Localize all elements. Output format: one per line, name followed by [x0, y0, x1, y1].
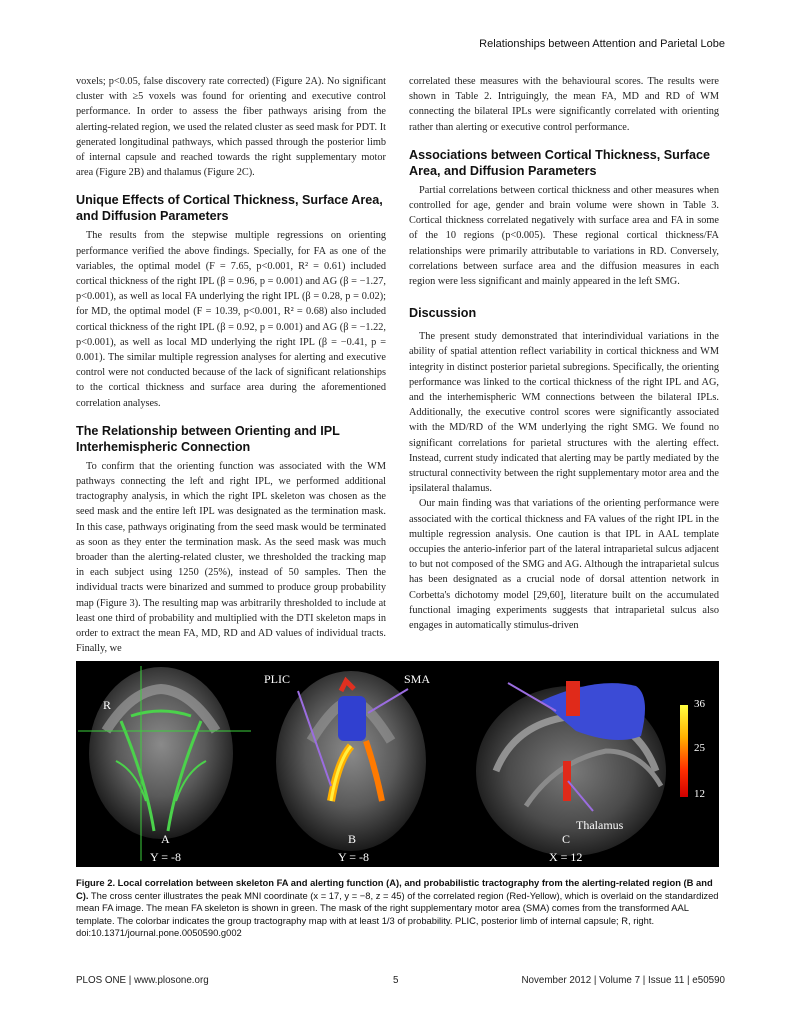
section-heading: The Relationship between Orienting and IPL Interhemispheric Connection: [76, 423, 340, 454]
colorbar: [680, 705, 688, 797]
running-head: Relationships between Attention and Parietal Lobe: [479, 38, 725, 50]
section-heading: Unique Effects of Cortical Thickness, Surface Area, and Diffusion Parameters: [76, 193, 383, 224]
colorbar-min: 12: [694, 788, 705, 800]
right-column: [409, 74, 719, 633]
paragraph: The results from the stepwise multiple regressions on orienting performance verified the above findings. Specially, for FA as one of the variables, the optimal model (F = 7.65, p<0.001, R² = 0.61) included cortical thickness of the right IPL (β = 0.96, p = 0.001) and AG (β = −1.27, p<0.001), as well as local FA underlying the right IPL (β = 0.28, p = 0.02); for MD, the optimal model (F = 10.39, p<0.001, R² = 0.68) also included cortical thickness of the right IPL (β = 0.92, p = 0.001) and AG (β = −1.22, p<0.001), as well as local MD underlying the right IPL (β = −0.41, p = 0.001). The similar multiple regression analyses for alerting and executive control were not conducted because of the lack of significant relationships to the cortical thickness and surface area during the aforementioned correlation analyses.: [76, 230, 386, 409]
paragraph: Partial correlations between cortical thickness and other measures when controlled for age, gender and brain volume were shown in Table 3. Cortical thickness correlated negatively with surface area and FA in some of the 10 regions (p<0.005). These regional cortical thickness/FA relationships were primarily attributable to variations in RD. Conversely, correlations between surface area and the diffusion measures in each region were less significant and mainly appeared in the left SMG.: [409, 184, 719, 288]
colorbar-mid: 25: [694, 742, 705, 754]
paragraph: voxels; p<0.05, false discovery rate corrected) (Figure 2A). No significant cluster with ≥5 voxels was found for orienting and executive control performance. In order to assess the fiber pathways arising from the alerting-related region, we used the related cluster as seed mask for PDT. It generated longitudinal pathways, which passed through the posterior limb of internal capsule and reached towards the right supplementary motor area (Figure 2B) and thalamus (Figure 2C).: [76, 76, 386, 179]
left-column: [76, 74, 386, 657]
label-plic: PLIC: [264, 672, 291, 686]
coord-b: Y = -8: [338, 850, 369, 864]
figure-caption: [76, 877, 721, 940]
footer-journal: PLOS ONE | www.plosone.org: [76, 975, 209, 986]
paragraph: The present study demonstrated that interindividual variations in the ability of spatial attention reflect variability in cortical thickness and WM integrity in distinct posterior parietal subregions. Specifically, the orienting performance was linked to the cortical thickness of the right IPL and AG, and the interhemispheric WM connections between the bilateral IPLs. Additionally, the executive control scores were significantly associated with the MD/RD of the WM underlying the right SMG. We found no significant correlations for parietal structures with the alerting effect. Instead, current study indicated that alerting may be partly mediated by the structural connectivity between the right supplementary motor area and the ipsilateral thalamus.: [409, 331, 719, 495]
section-heading-discussion: Discussion: [409, 306, 477, 321]
panel-c-image: [476, 681, 666, 856]
panel-b-image: [276, 671, 426, 851]
caption-title: Figure 2. Local correlation between skeleton FA and alerting function (A), and probabilistic tractography from the alerting-related region (B and C).: [76, 877, 713, 901]
panel-label-b: B: [348, 832, 357, 846]
brain-figure: [76, 661, 719, 867]
label-sma: SMA: [404, 672, 431, 686]
paragraph: Our main finding was that variations of the orienting performance were associated with the cortical thickness and FA values of the right IPL in the multiple regression analysis. One caution is that IPL in AAL template occupies the anterio-inferior part of the lateral intraparietal sulcus adjacent to but not composed of the SMG and AG. Although the intraparietal sulcus has been designated as a crucial node of dorsal attention network in Corbetta's dichotomy model [29,60], literature built on the accumulated functional imaging experiments suggests that intraparietal sulcus also engages in automatically stimulus-driven: [409, 498, 719, 632]
panel-label-c: C: [562, 832, 571, 846]
footer-issue: November 2012 | Volume 7 | Issue 11 | e50590: [521, 975, 725, 986]
label-thalamus: Thalamus: [576, 818, 624, 832]
caption-doi: doi:10.1371/journal.pone.0050590.g002: [76, 927, 242, 939]
label-r: R: [103, 698, 112, 712]
coord-c: X = 12: [549, 850, 583, 864]
footer-page-number: 5: [393, 975, 399, 986]
paragraph: To confirm that the orienting function was associated with the WM pathways connecting the left and right IPL, we performed additional tractography analysis, in which the right IPL skeleton was chosen as the seed mask and the entire left IPL was designated as the termination mask. In this case, pathways originating from the seed mask would be terminated as soon as they enter the termination mask. As the seed mask was much broader than the alerting-related cluster, we thresholded the tracking map in each subject using 1250 (25%), instead of 50 samples. Then the individual tracts were binarized and summed to produce group probability map (Figure 3). The resulting map was arbitrarily thresholded to include at least one third of probability and multiplied with the DTI skeleton maps in order to extract the mean FA, MD, RD and AD values of individual tracts. Finally, we: [76, 460, 386, 655]
coord-a: Y = -8: [150, 850, 181, 864]
panel-label-a: A: [161, 832, 170, 846]
section-heading: Associations between Cortical Thickness, Surface Area, and Diffusion Parameters: [409, 147, 710, 178]
paragraph: correlated these measures with the behavioural scores. The results were shown in Table 2. Intriguingly, the mean FA, MD and RD of WM connecting the bilateral IPLs were significantly correlated with orienting rather than alerting or executive control performance.: [409, 76, 719, 133]
colorbar-max: 36: [694, 698, 705, 710]
caption-text: The cross center illustrates the peak MNI coordinate (x = 17, y = −8, z = 45) of the correlated region (Red-Yellow), which is overlaid on the standardized mean FA image. The mean FA skeleton is shown in green. The mask of the right supplementary motor area (SMA) comes from the transformed AAL template. The colorbar indicates the group tractography map with at least 1/3 of probability. PLIC, posterior limb of internal capsule; R, right.: [76, 889, 719, 926]
